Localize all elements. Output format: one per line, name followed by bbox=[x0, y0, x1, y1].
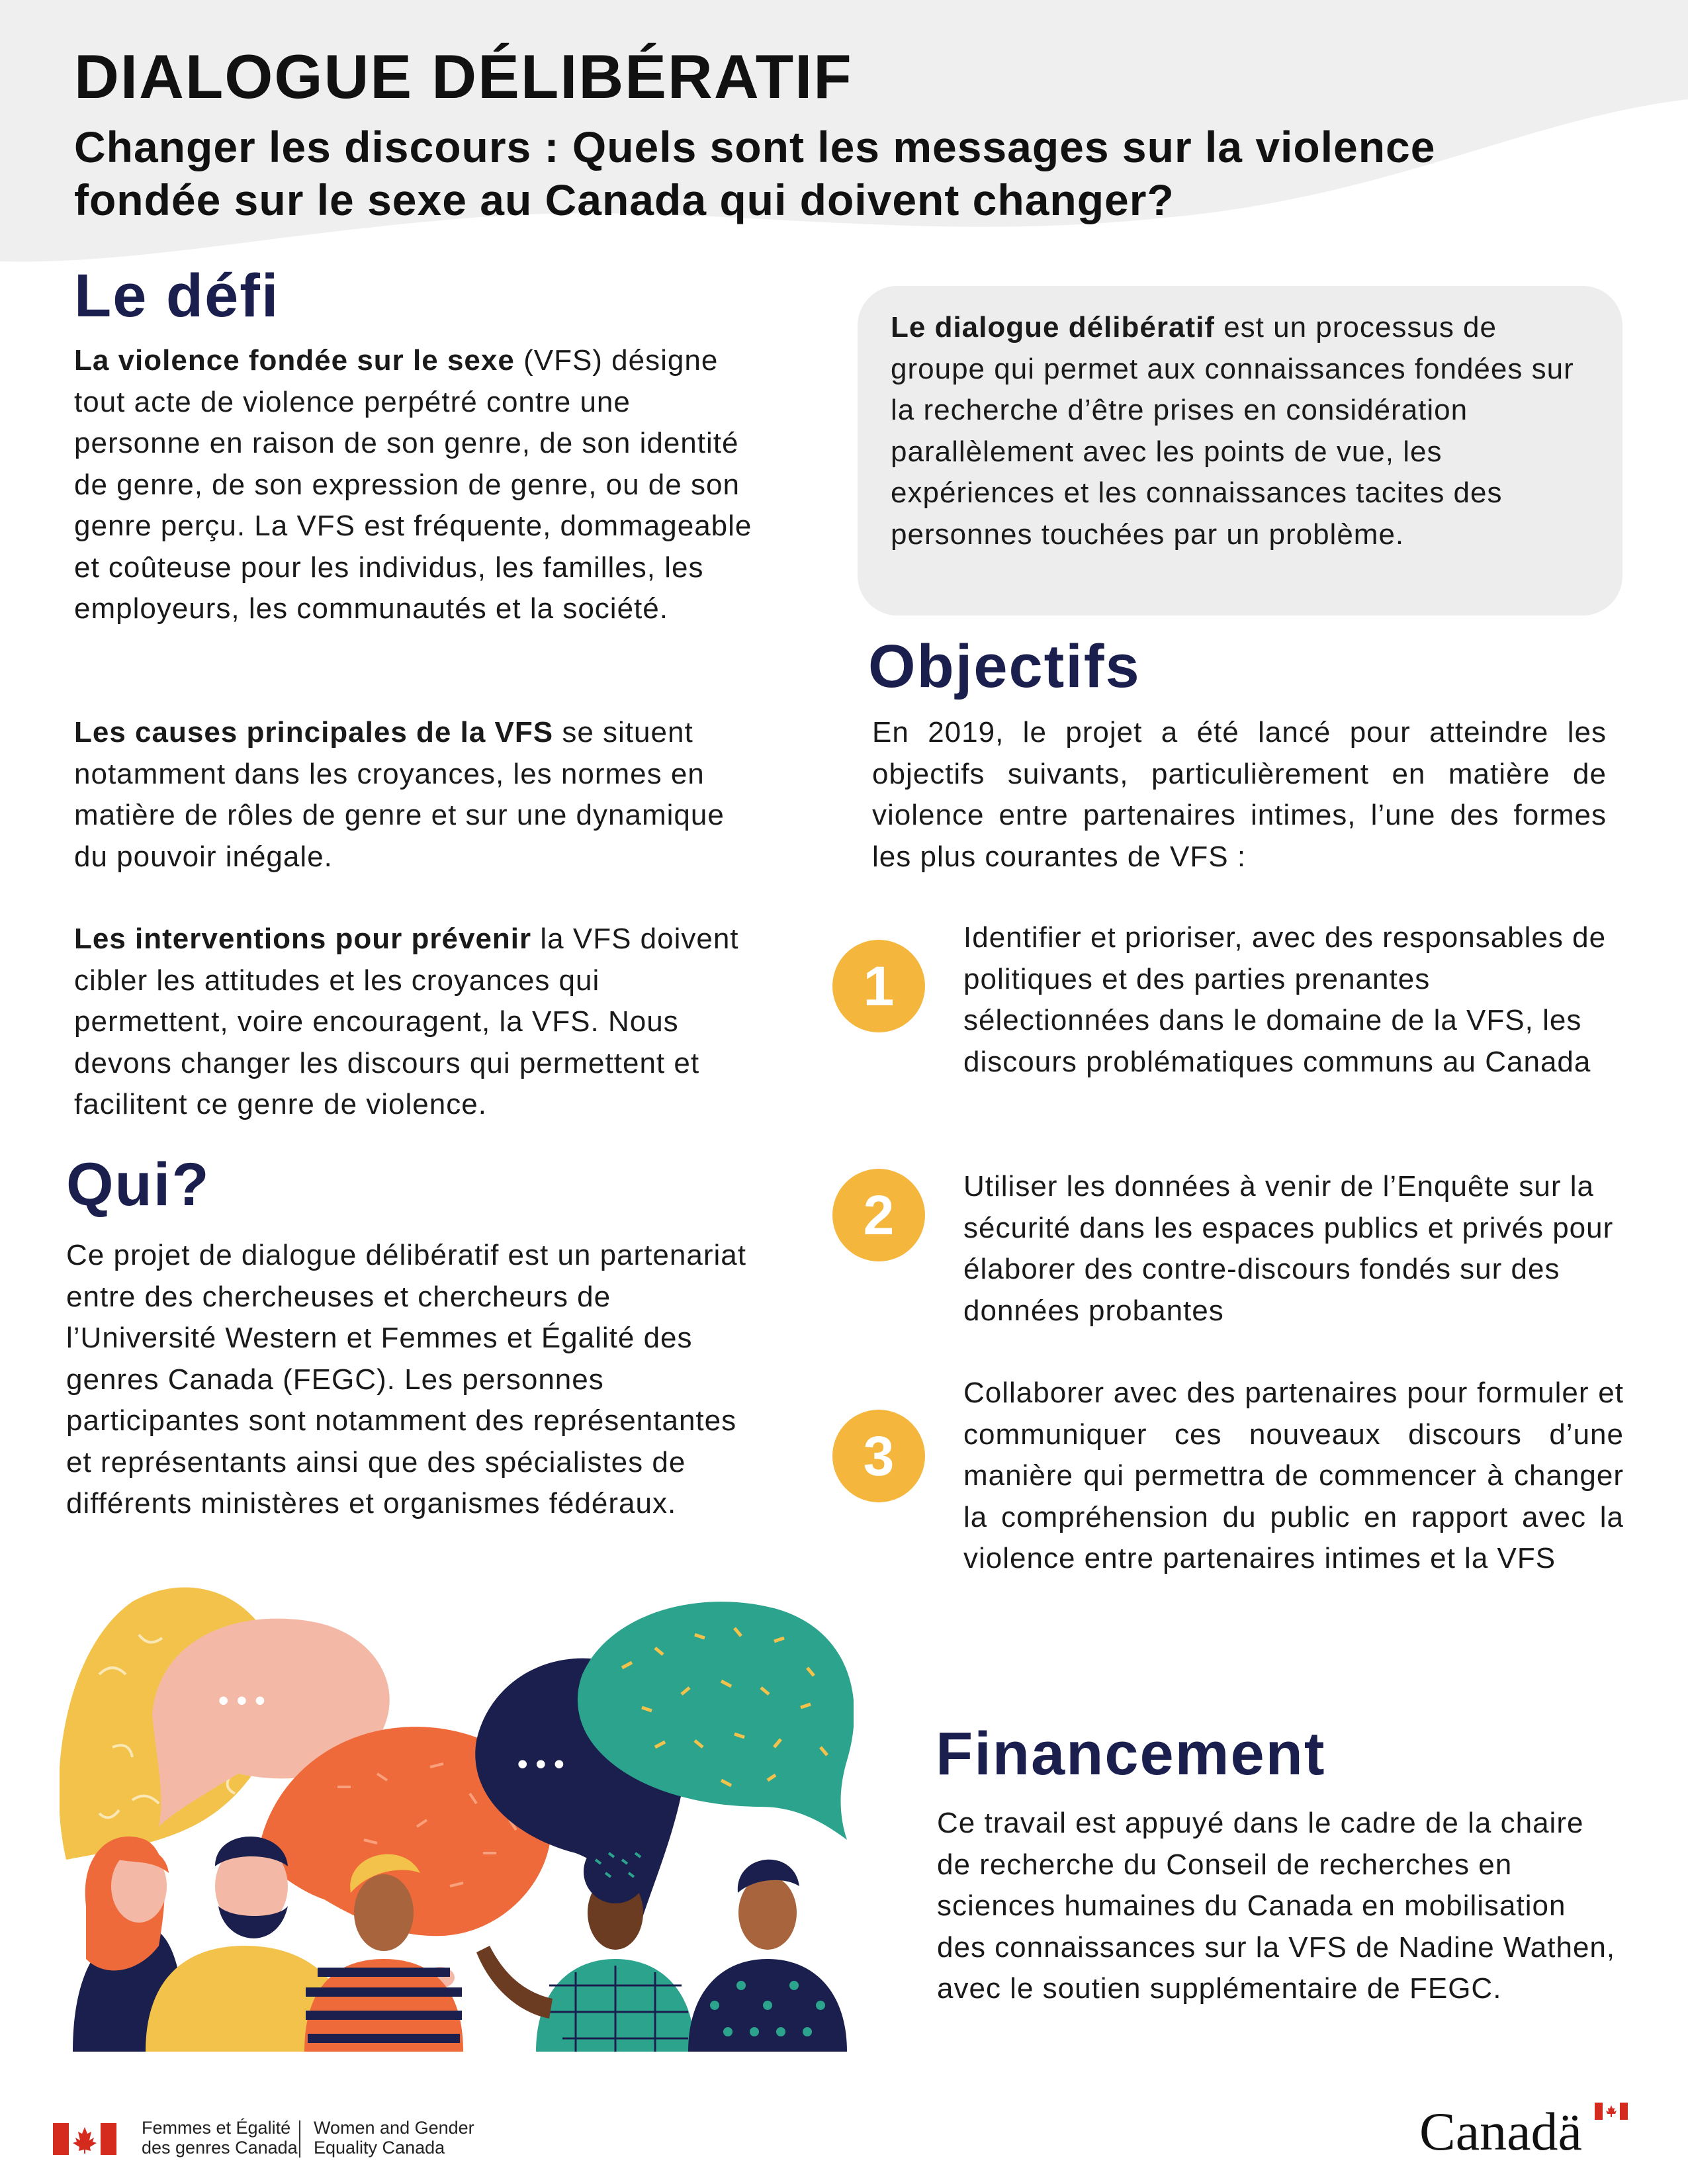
page-subtitle-line-1: Changer les discours : Quels sont les messages sur la violence bbox=[74, 122, 1436, 171]
defi-p3-bold: Les interventions pour prévenir bbox=[74, 923, 532, 955]
footer-divider bbox=[299, 2120, 300, 2158]
objective-2-text: Utiliser les données à venir de l’Enquête sur la sécurité dans les espaces publics et privés pour élaborer des contre-discours fondés sur des données probantes bbox=[963, 1170, 1614, 1327]
canada-wordmark: Canadä bbox=[1419, 2101, 1582, 2161]
footer-en-line-2: Equality Canada bbox=[314, 2138, 445, 2158]
page-subtitle-line-2: fondée sur le sexe au Canada qui doivent changer? bbox=[74, 175, 1175, 224]
financement-text: Ce travail est appuyé dans le cadre de la chaire de recherche du Conseil de recherches en sciences humaines du Canada en mobilisation des connaissances sur la VFS de Nadine Wathen, avec le soutien supplémentaire de FEGC. bbox=[937, 1807, 1616, 2005]
objective-1-number: 1 bbox=[832, 940, 925, 1032]
defi-p1-text: (VFS) désigne tout acte de violence perpétré contre une personne en raison de son genre, de son identité de genre, de son expression de genre, ou de son genre perçu. La VFS est fréquente, dommageable et coûteuse pour les individus, les familles, les employeurs, les communautés et la société. bbox=[74, 344, 752, 625]
pink-bubble-dots: • • • bbox=[218, 1684, 265, 1717]
footer-department-name-en bbox=[314, 2118, 474, 2158]
wordmark-flag-icon bbox=[1595, 2103, 1628, 2120]
objective-2-number: 2 bbox=[832, 1169, 925, 1261]
navy-bubble-dots: • • • bbox=[517, 1748, 564, 1780]
defi-p1-bold: La violence fondée sur le sexe bbox=[74, 344, 515, 377]
objectifs-intro: En 2019, le projet a été lancé pour atteindre les objectifs suivants, particulièrement en matière de violence entre partenaires intimes, l’une des formes les plus courantes de VFS : bbox=[872, 716, 1607, 873]
objective-3-number: 3 bbox=[832, 1410, 925, 1502]
objective-3-text: Collaborer avec des partenaires pour formuler et communiquer ces nouveaux discours d’une manière qui permettra de commencer à changer la compréhension du public en rapport avec la violence entre partenaires intimes et la VFS bbox=[963, 1377, 1624, 1574]
deliberative-dialogue-callout bbox=[858, 286, 1622, 615]
footer-fr-line-1: Femmes et Égalité bbox=[142, 2118, 291, 2138]
person-dotted-shirt bbox=[688, 1860, 847, 2052]
defi-p2-bold: Les causes principales de la VFS bbox=[74, 716, 554, 749]
callout-text: est un processus de groupe qui permet aux connaissances fondées sur la recherche d’être prises en considération parallèlement avec les points de vue, les expériences et les connaissances tacites des personnes touchées par un problème. bbox=[891, 311, 1574, 551]
callout-bold: Le dialogue délibératif bbox=[891, 311, 1215, 343]
defi-p3-text: la VFS doivent cibler les attitudes et les croyances qui permettent, voire encouragent, la VFS. Nous devons changer les discours qui permettent et facilitent ce genre de violence. bbox=[74, 923, 739, 1120]
canada-flag-icon bbox=[53, 2123, 116, 2155]
people-talking-illustration bbox=[60, 1575, 854, 2052]
footer-fr-line-2: des genres Canada bbox=[142, 2138, 298, 2158]
defi-paragraph-3 bbox=[74, 919, 762, 1126]
defi-paragraph-1 bbox=[74, 340, 762, 630]
qui-text: Ce projet de dialogue délibératif est un partenariat entre des chercheuses et chercheurs de l’Université Western et Femmes et Égalité des genres Canada (FEGC). Les personnes participantes sont notamment des représentantes et représentants ainsi que des spécialistes de différents ministères et organismes fédéraux. bbox=[66, 1239, 746, 1520]
footer-en-line-1: Women and Gender bbox=[314, 2118, 474, 2138]
footer-department-name-fr bbox=[142, 2118, 298, 2158]
objectifs-heading: Objectifs bbox=[868, 633, 1141, 700]
financement-heading: Financement bbox=[936, 1720, 1326, 1788]
defi-p2-text: se situent notamment dans les croyances, les normes en matière de rôles de genre et sur une dynamique du pouvoir inégale. bbox=[74, 716, 725, 873]
defi-paragraph-2 bbox=[74, 712, 762, 878]
qui-heading: Qui? bbox=[66, 1151, 210, 1218]
page-subtitle bbox=[74, 120, 1649, 226]
page-title: DIALOGUE DÉLIBÉRATIF bbox=[74, 42, 853, 111]
objective-1-text: Identifier et prioriser, avec des responsables de politiques et des parties prenantes sélectionnées dans le domaine de la VFS, les discours problématiques communs au Canada bbox=[963, 921, 1607, 1078]
defi-heading: Le défi bbox=[74, 262, 280, 330]
